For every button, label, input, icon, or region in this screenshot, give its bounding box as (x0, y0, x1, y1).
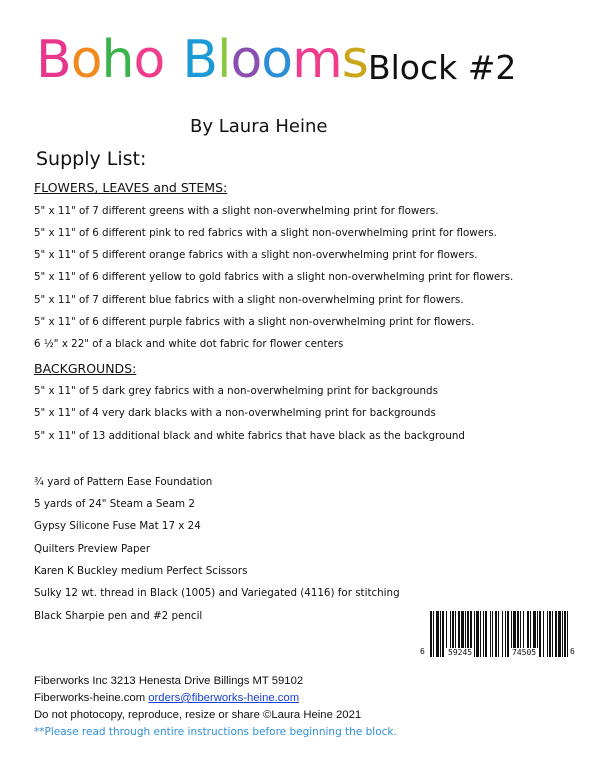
title-letter: h (101, 30, 134, 90)
barcode-bar (440, 611, 441, 657)
supply-item: 5" x 11" of 6 different pink to red fabrics with a slight non-overwhelming print for flowers. (34, 227, 497, 239)
barcode-bar (492, 611, 493, 657)
flowers-section-heading: FLOWERS, LEAVES and STEMS: (34, 180, 228, 195)
barcode-bar (442, 611, 444, 657)
notion-item: 5 yards of 24" Steam a Seam 2 (34, 498, 195, 510)
notion-item: ¾ yard of Pattern Ease Foundation (34, 476, 213, 488)
footer-contact (34, 692, 299, 704)
supply-item: 5" x 11" of 6 different yellow to gold fabrics with a slight non-overwhelming print for flowers. (34, 271, 514, 283)
barcode-digit-right: 6 (570, 647, 575, 656)
barcode-bar (549, 611, 551, 657)
title-letter: o (133, 30, 165, 90)
title-letter: o (230, 30, 262, 90)
barcode-bar (539, 611, 541, 657)
barcode-bar (555, 611, 557, 657)
barcode-bar (564, 611, 566, 657)
supply-item: 5" x 11" of 5 different orange fabrics with a slight non-overwhelming print for flowers. (34, 249, 478, 261)
block-label: Block #2 (368, 48, 517, 87)
barcode-bar (498, 611, 499, 657)
notion-item: Black Sharpie pen and #2 pencil (34, 610, 203, 622)
backgrounds-section-heading: BACKGROUNDS: (34, 361, 137, 376)
barcode-group-2: 74505 (512, 648, 537, 657)
footer-copyright: Do not photocopy, reproduce, resize or share ©Laura Heine 2021 (34, 709, 362, 721)
barcode-bar (433, 611, 434, 657)
barcode-bar (436, 611, 439, 657)
supply-item: 5" x 11" of 7 different blue fabrics with a slight non-overwhelming print for flowers. (34, 294, 464, 306)
notion-item: Karen K Buckley medium Perfect Scissors (34, 565, 248, 577)
barcode-bar (490, 611, 491, 657)
barcode-bar (480, 611, 481, 657)
barcode-bar (543, 611, 544, 657)
barcode-bar (567, 611, 568, 657)
barcode-bar (483, 611, 484, 657)
footer-website: Fiberworks-heine.com (34, 692, 146, 704)
barcode-bar (505, 611, 506, 657)
title-letter: o (70, 30, 102, 90)
title-letter: s (341, 30, 368, 90)
barcode-bar (474, 611, 475, 657)
barcode-bar (507, 611, 509, 657)
title-word (182, 30, 368, 90)
supply-item: 6 ½" x 22" of a black and white dot fabric for flower centers (34, 338, 344, 350)
barcode-bar (495, 611, 497, 657)
notion-item: Quilters Preview Paper (34, 543, 151, 555)
supply-item: 5" x 11" of 6 different purple fabrics with a slight non-overwhelming print for flowers. (34, 316, 475, 328)
byline: By Laura Heine (190, 116, 328, 137)
barcode-group-1: 59245 (448, 648, 473, 657)
barcode-bar (552, 611, 553, 657)
barcode-bar (558, 611, 561, 657)
supply-item: 5" x 11" of 7 different greens with a slight non-overwhelming print for flowers. (34, 205, 439, 217)
notion-item: Gypsy Silicone Fuse Mat 17 x 24 (34, 520, 201, 532)
title-letter: o (261, 30, 293, 90)
barcode-digit-left: 6 (420, 647, 425, 656)
barcode-bar (547, 611, 548, 657)
barcode-bar (485, 611, 487, 657)
barcode-bar (502, 611, 503, 657)
supply-heading: Supply List: (36, 148, 147, 170)
barcode (420, 611, 578, 665)
footer-note: **Please read through entire instructions before beginning the block. (34, 726, 397, 738)
barcode-bar (430, 611, 432, 657)
supply-item: 5" x 11" of 13 additional black and white fabrics that have black as the background (34, 430, 465, 442)
title-letter: l (217, 30, 231, 90)
page-title (36, 30, 368, 96)
notion-item: Sulky 12 wt. thread in Black (1005) and Variegated (4116) for stitching (34, 587, 400, 599)
title-letter: B (36, 30, 71, 90)
supply-item: 5" x 11" of 4 very dark blacks with a non-overwhelming print for backgrounds (34, 407, 436, 419)
title-letter: B (182, 30, 217, 90)
supply-item: 5" x 11" of 5 dark grey fabrics with a non-overwhelming print for backgrounds (34, 385, 438, 397)
barcode-bar (562, 611, 563, 657)
title-word (36, 30, 165, 90)
footer-address: Fiberworks Inc 3213 Henesta Drive Billings MT 59102 (34, 675, 304, 687)
barcode-bar (476, 611, 479, 657)
title-letter: m (292, 30, 342, 90)
footer-email-link[interactable]: orders@fiberworks-heine.com (148, 692, 300, 704)
